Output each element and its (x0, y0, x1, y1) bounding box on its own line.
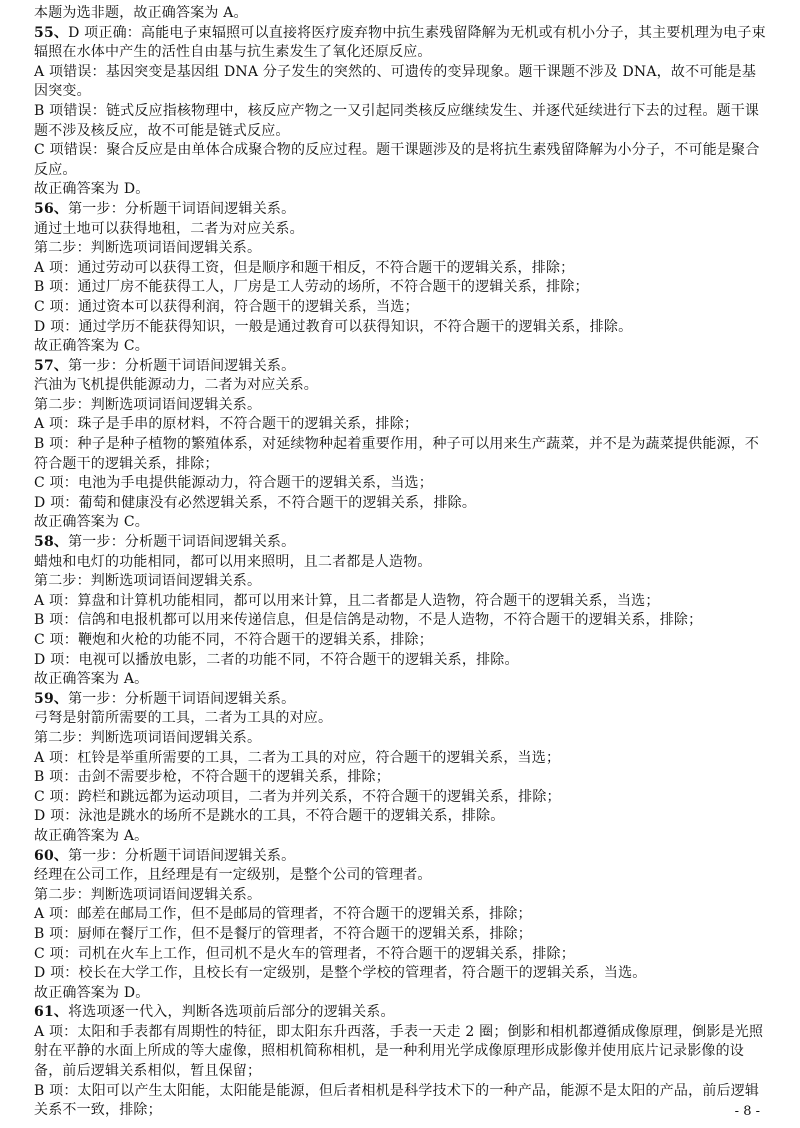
question-number: 59、 (34, 690, 69, 707)
question-number: 55、 (34, 24, 69, 41)
text-paragraph (34, 494, 770, 514)
question-paragraph (34, 200, 770, 220)
paragraph-text: A 项错误：基因突变是基因组 DNA 分子发生的突然的、可遗传的变异现象。题干课题不涉及 DNA，故不可能是基因突变。 (34, 63, 757, 100)
document-body (34, 4, 770, 1121)
paragraph-text: C 项：司机在火车上工作，但司机不是火车的管理者，不符合题干的逻辑关系，排除； (34, 945, 575, 962)
text-paragraph (34, 337, 770, 357)
paragraph-text: A 项：通过劳动可以获得工资，但是顺序和题干相反，不符合题干的逻辑关系，排除； (34, 259, 575, 276)
paragraph-text: B 项：通过厂房不能获得工人，厂房是工人劳动的场所，不符合题干的逻辑关系，排除； (34, 279, 589, 296)
text-paragraph (34, 1023, 770, 1082)
paragraph-text: 第一步：分析题干词语间逻辑关系。 (68, 200, 296, 217)
paragraph-text: 汽油为飞机提供能源动力，二者为对应关系。 (34, 377, 318, 394)
question-number: 57、 (34, 357, 69, 374)
paragraph-text: A 项：太阳和手表都有周期性的特征，即太阳东升西落，手表一天走 2 圈；倒影和相机都遵循成像原理，倒影是光照射在平静的水面上所成的等大虚像，照相机简称相机，是一种利用光学成像原理形成影像并使用底片记录影像的设备，前后逻辑关系相似，暂且保留； (34, 1023, 764, 1080)
text-paragraph (34, 376, 770, 396)
text-paragraph (34, 435, 770, 474)
paragraph-text: A 项：杠铃是举重所需要的工具，二者为工具的对应，符合题干的逻辑关系，当选； (34, 749, 561, 766)
text-paragraph (34, 866, 770, 886)
paragraph-text: 第一步：分析题干词语间逻辑关系。 (68, 690, 296, 707)
paragraph-text: 本题为选非题，故正确答案为 A。 (34, 5, 248, 21)
paragraph-text: 第二步：判断选项词语间逻辑关系。 (34, 729, 262, 746)
text-paragraph (34, 572, 770, 592)
text-paragraph (34, 886, 770, 906)
text-paragraph (34, 278, 770, 298)
question-paragraph (34, 357, 770, 377)
paragraph-text: C 项：电池为手电提供能源动力，符合题干的逻辑关系，当选； (34, 475, 433, 492)
text-paragraph (34, 768, 770, 788)
text-paragraph (34, 709, 770, 729)
text-paragraph (34, 63, 770, 102)
paragraph-text: 蜡烛和电灯的功能相同，都可以用来照明，且二者都是人造物。 (34, 553, 432, 570)
text-paragraph (34, 729, 770, 749)
paragraph-text: 故正确答案为 A。 (34, 671, 149, 688)
text-paragraph (34, 611, 770, 631)
text-paragraph (34, 220, 770, 240)
paragraph-text: B 项：种子是种子植物的繁殖体系，对延续物种起着重要作用，种子可以用来生产蔬菜，并不是为蔬菜提供能源，不符合题干的逻辑关系，排除； (34, 436, 760, 472)
paragraph-text: D 项：泳池是跳水的场所不是跳水的工具，不符合题干的逻辑关系，排除。 (34, 808, 505, 825)
paragraph-text: 第二步：判断选项词语间逻辑关系。 (34, 573, 262, 590)
question-paragraph (34, 847, 770, 867)
paragraph-text: C 项：通过资本可以获得利润，符合题干的逻辑关系，当选； (34, 298, 419, 315)
text-paragraph (34, 749, 770, 769)
text-paragraph (34, 141, 770, 180)
paragraph-text: 弓弩是射箭所需要的工具，二者为工具的对应。 (34, 710, 333, 727)
question-paragraph (34, 533, 770, 553)
text-paragraph (34, 984, 770, 1004)
text-paragraph (34, 239, 770, 259)
paragraph-text: A 项：算盘和计算机功能相同，都可以用来计算，且二者都是人造物，符合题干的逻辑关系，当选； (34, 592, 660, 609)
text-paragraph (34, 592, 770, 612)
paragraph-text: D 项正确：高能电子束辐照可以直接将医疗废弃物中抗生素残留降解为无机或有机小分子，其主要机理为电子束辐照在水体中产生的活性自由基与抗生素发生了氧化还原反应。 (34, 24, 766, 61)
text-paragraph (34, 905, 770, 925)
text-paragraph (34, 827, 770, 847)
text-paragraph (34, 670, 770, 690)
page-number: - 8 - (734, 1104, 760, 1119)
text-paragraph (34, 553, 770, 573)
paragraph-text: B 项：击剑不需要步枪，不符合题干的逻辑关系，排除； (34, 769, 390, 786)
text-paragraph (34, 651, 770, 671)
text-paragraph (34, 396, 770, 416)
text-paragraph (34, 259, 770, 279)
paragraph-text: 将选项逐一代入，判断各选项前后部分的逻辑关系。 (68, 1004, 395, 1021)
paragraph-text: 第二步：判断选项词语间逻辑关系。 (34, 396, 262, 413)
paragraph-text: 第二步：判断选项词语间逻辑关系。 (34, 240, 262, 257)
text-paragraph (34, 631, 770, 651)
paragraph-text: 故正确答案为 A。 (34, 827, 149, 844)
paragraph-text: C 项：跨栏和跳远都为运动项目，二者为并列关系，不符合题干的逻辑关系，排除； (34, 788, 561, 805)
text-paragraph (34, 964, 770, 984)
paragraph-text: A 项：邮差在邮局工作，但不是邮局的管理者，不符合题干的逻辑关系，排除； (34, 906, 532, 923)
paragraph-text: 故正确答案为 C。 (34, 338, 149, 355)
text-paragraph (34, 298, 770, 318)
text-paragraph (34, 513, 770, 533)
text-paragraph (34, 4, 770, 24)
text-paragraph (34, 318, 770, 338)
paragraph-text: 第二步：判断选项词语间逻辑关系。 (34, 886, 262, 903)
paragraph-text: 故正确答案为 D。 (34, 984, 150, 1001)
paragraph-text: B 项：厨师在餐厅工作，但不是餐厅的管理者，不符合题干的逻辑关系，排除； (34, 925, 532, 942)
text-paragraph (34, 788, 770, 808)
question-number: 61、 (34, 1004, 69, 1021)
paragraph-text: 故正确答案为 D。 (34, 181, 150, 198)
paragraph-text: 故正确答案为 C。 (34, 514, 149, 531)
text-paragraph (34, 474, 770, 494)
paragraph-text: B 项错误：链式反应指核物理中，核反应产物之一又引起同类核反应继续发生、并逐代延续进行下去的过程。题干课题不涉及核反应，故不可能是链式反应。 (34, 102, 760, 139)
text-paragraph (34, 415, 770, 435)
paragraph-text: D 项：电视可以播放电影，二者的功能不同，不符合题干的逻辑关系，排除。 (34, 651, 519, 668)
text-paragraph (34, 102, 770, 141)
text-paragraph (34, 945, 770, 965)
paragraph-text: A 项：珠子是手串的原材料，不符合题干的逻辑关系，排除； (34, 416, 419, 433)
paragraph-text: B 项：太阳可以产生太阳能，太阳能是能源，但后者相机是科学技术下的一种产品，能源不是太阳的产品，前后逻辑关系不一致，排除； (34, 1082, 760, 1119)
question-paragraph (34, 1003, 770, 1023)
text-paragraph (34, 807, 770, 827)
question-paragraph (34, 24, 770, 63)
text-paragraph (34, 925, 770, 945)
paragraph-text: 通过土地可以获得地租，二者为对应关系。 (34, 220, 304, 237)
paragraph-text: C 项：鞭炮和火枪的功能不同，不符合题干的逻辑关系，排除； (34, 632, 433, 648)
question-number: 60、 (34, 847, 69, 864)
question-number: 58、 (34, 534, 69, 551)
question-paragraph (34, 690, 770, 710)
question-number: 56、 (34, 200, 69, 217)
paragraph-text: 第一步：分析题干词语间逻辑关系。 (68, 534, 296, 551)
paragraph-text: D 项：葡萄和健康没有必然逻辑关系，不符合题干的逻辑关系，排除。 (34, 494, 477, 511)
paragraph-text: 经理在公司工作，且经理是有一定级别，是整个公司的管理者。 (34, 867, 432, 884)
text-paragraph (34, 1082, 770, 1121)
paragraph-text: 第一步：分析题干词语间逻辑关系。 (68, 847, 296, 864)
paragraph-text: B 项：信鸽和电报机都可以用来传递信息，但是信鸽是动物，不是人造物，不符合题干的逻辑关系，排除； (34, 612, 703, 629)
paragraph-text: D 项：校长在大学工作，且校长有一定级别，是整个学校的管理者，符合题干的逻辑关系，当选。 (34, 965, 647, 982)
paragraph-text: C 项错误：聚合反应是由单体合成聚合物的反应过程。题干课题涉及的是将抗生素残留降解为小分子，不可能是聚合反应。 (34, 142, 760, 178)
text-paragraph (34, 180, 770, 200)
paragraph-text: D 项：通过学历不能获得知识，一般是通过教育可以获得知识，不符合题干的逻辑关系，排除。 (34, 318, 633, 335)
paragraph-text: 第一步：分析题干词语间逻辑关系。 (68, 357, 296, 374)
